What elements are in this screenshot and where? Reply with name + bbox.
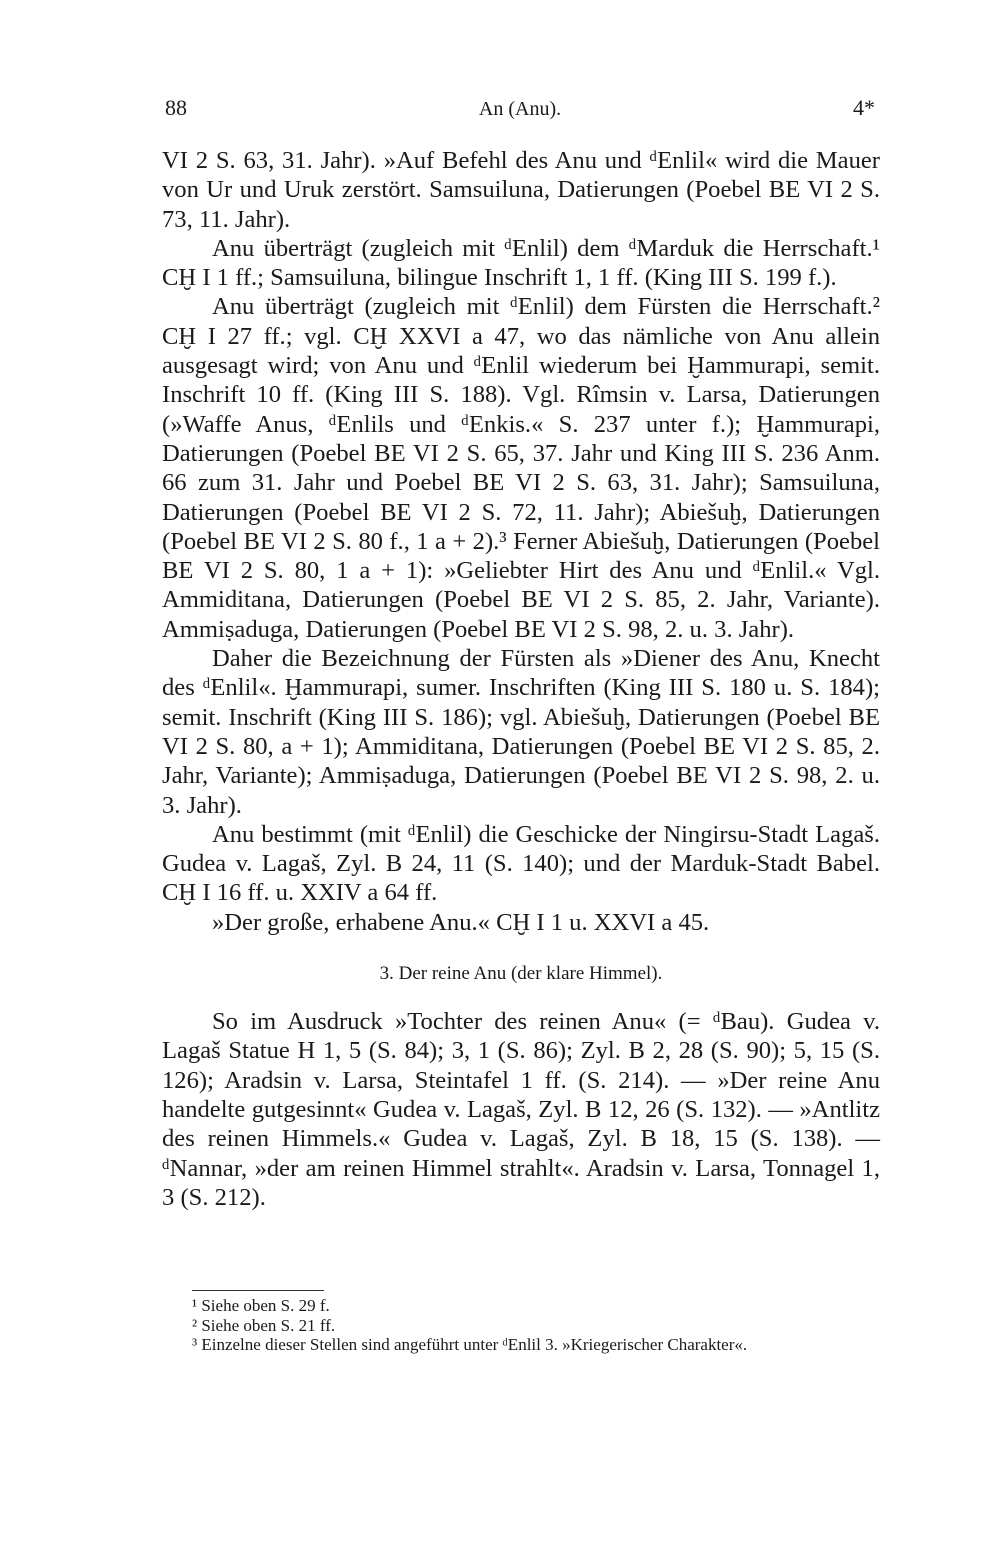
paragraph-6: »Der große, erhabene Anu.« CḪ I 1 u. XXVI a 45. — [212, 908, 710, 936]
paragraph-1: VI 2 S. 63, 31. Jahr). »Auf Befehl des Anu und ᵈEnlil« wird die Mauer von Ur und Uruk zerstört. Samsuiluna, Datierungen (Poebel BE VI 2 S. 73, 11. Jahr). — [162, 147, 880, 233]
footnotes — [162, 1296, 880, 1355]
paragraph-7: So im Ausdruck »Tochter des reinen Anu« (= ᵈBau). Gudea v. Lagaš Statue H 1, 5 (S. 84); 3, 1 (S. 86); Zyl. B 2, 28 (S. 90); 5, 15 (S. 126); Aradsin v. Larsa, Steintafel 1 ff. (S. 214). — »Der reine Anu handelte gutgesinnt« Gudea v. Lagaš, Zyl. B 12, 26 (S. 132). — »Antlitz des reinen Himmels.« Gudea v. Lagaš, Zyl. B 18, 15 (S. 138). — ᵈNannar, »der am reinen Himmel strahlt«. Aradsin v. Larsa, Tonnagel 1, 3 (S. 212). — [162, 1008, 880, 1211]
footnote-2: ² Siehe oben S. 21 ff. — [192, 1315, 336, 1335]
page-number: 88 — [165, 95, 187, 120]
footnote-rule — [192, 1290, 324, 1291]
paragraph-5: Anu bestimmt (mit ᵈEnlil) die Geschicke der Ningirsu-Stadt Lagaš. Gudea v. Lagaš, Zyl. B 24, 11 (S. 140); und der Marduk-Stadt Babel. CḪ I 16 ff. u. XXIV a 64 ff. — [162, 820, 880, 907]
running-header — [165, 95, 875, 129]
paragraph-2: Anu überträgt (zugleich mit ᵈEnlil) dem ᵈMarduk die Herrschaft.¹ CḪ I 1 ff.; Samsuiluna, bilingue Inschrift 1, 1 ff. (King III S. 199 f.). — [162, 234, 880, 292]
running-title: An (Anu). — [478, 98, 562, 120]
sheet-signature: 4* — [853, 95, 875, 120]
footnote-3: ³ Einzelne dieser Stellen sind angeführt unter ᵈEnlil 3. »Kriegerischer Charakter«. — [192, 1335, 748, 1354]
section-heading: 3. Der reine Anu (der klare Himmel). — [379, 963, 663, 985]
footnote-1: ¹ Siehe oben S. 29 f. — [192, 1296, 330, 1315]
paragraph-3: Anu überträgt (zugleich mit ᵈEnlil) dem Fürsten die Herrschaft.² CḪ I 27 ff.; vgl. CḪ XXVI a 47, wo das nämliche von Anu allein ausgesagt wird; von Anu und ᵈEnlil wiederum bei Ḫammurapi, semit. Inschrift 10 ff. (King III S. 188). Vgl. Rîmsin v. Larsa, Datierungen (»Waffe Anus, ᵈEnlils und ᵈEnkis.« S. 237 unter f.); Ḫammurapi, Datierungen (Poebel BE VI 2 S. 65, 37. Jahr und King III S. 236 Anm. 66 zum 31. Jahr und Poebel BE VI 2 S. 63, 31. Jahr); Samsuiluna, Datierungen (Poebel BE VI 2 S. 72, 11. Jahr); Abiešuḫ, Datierungen (Poebel BE VI 2 S. 80 f., 1 a + 2).³ Ferner Abiešuḫ, Datierungen (Poebel BE VI 2 S. 80, 1 a + 1): »Geliebter Hirt des Anu und ᵈEnlil.« Vgl. Ammiditana, Datierungen (Poebel BE VI 2 S. 85, 2. Jahr, Variante). Ammiṣaduga, Datierungen (Poebel BE VI 2 S. 98, 2. u. 3. Jahr). — [162, 293, 880, 643]
paragraph-4: Daher die Bezeichnung der Fürsten als »Diener des Anu, Knecht des ᵈEnlil«. Ḫammurapi, sumer. Inschriften (King III S. 180 u. S. 184); semit. Inschrift (King III S. 186); vgl. Abiešuḫ, Datierungen (Poebel BE VI 2 S. 80, a + 1); Ammiditana, Datierungen (Poebel BE VI 2 S. 85, 2. Jahr, Variante); Ammiṣaduga, Datierungen (Poebel BE VI 2 S. 98, 2. u. 3. Jahr). — [162, 645, 880, 819]
main-text — [162, 146, 880, 1212]
